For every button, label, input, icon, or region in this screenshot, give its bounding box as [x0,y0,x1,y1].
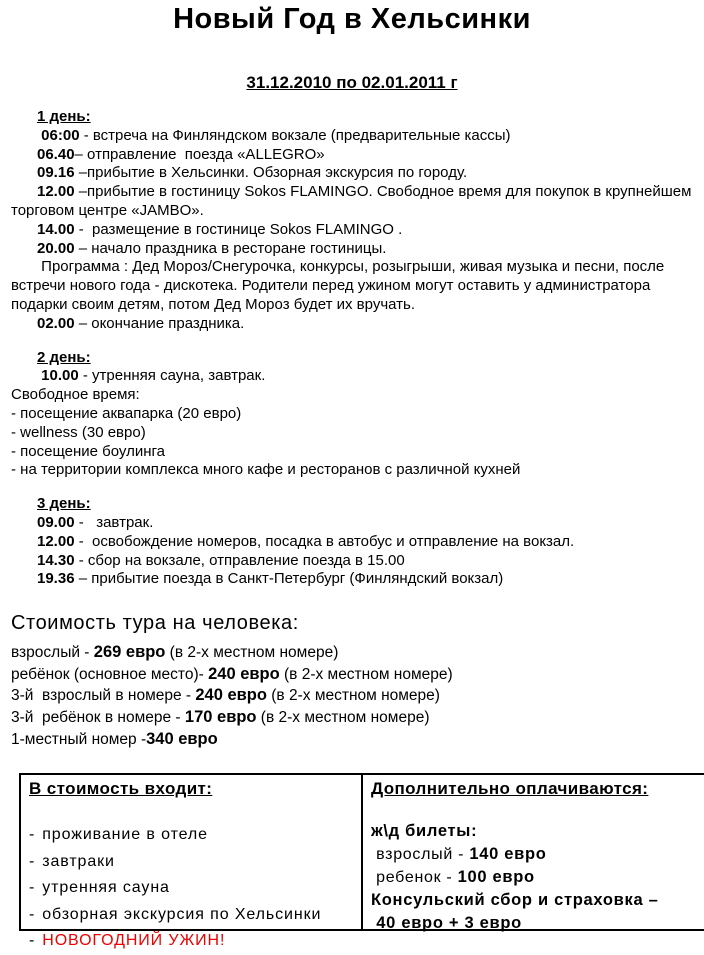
day-1-section [11,108,698,334]
itinerary-line [11,315,698,334]
included-item [29,822,353,849]
itinerary-line [11,570,698,589]
included-item-text: завтраки [42,852,115,870]
pricing-list [11,642,698,751]
included-item [29,902,353,929]
date-range: 31.12.2010 по 02.01.2011 г [246,73,458,92]
time-label: 09.16 [37,164,75,182]
line-text: - освобождение номеров, посадка в автобус и отправление на вокзал. [74,532,575,550]
line-text: – прибытие поезда в Санкт-Петербург (Финляндский вокзал) [74,570,504,588]
bullet-dash: - [29,905,36,923]
pricing-label: 1-местный номер - [11,730,147,748]
time-label: 12.00 [37,532,75,550]
pricing-row [11,707,698,729]
day-1-heading [11,108,698,127]
pricing-row [11,642,698,664]
time-label: 06:00 [37,126,80,144]
included-cell [21,775,363,950]
itinerary-line [11,552,698,571]
line-text: - завтрак. [74,513,154,531]
itinerary-line [11,146,698,165]
included-list [29,822,353,955]
included-item-new-year-dinner [29,928,353,955]
extra-fee-label: ребенок - [371,869,458,887]
itinerary-line [11,514,698,533]
price-value: 240 евро [195,686,267,705]
line-text: –прибытие в Хельсинки. Обзорная экскурсия по городу. [74,164,468,182]
itinerary-line [11,127,698,146]
pricing-heading: Стоимость тура на человека: [11,612,299,635]
price-value: 269 евро [93,642,166,661]
line-text: – начало праздника в ресторане гостиницы. [74,239,387,257]
itinerary-line [11,367,698,386]
extra-fee-label: взрослый - [371,845,470,863]
day-3-section [11,495,698,589]
free-time-option: - wellness (30 евро) [11,423,146,441]
line-text: - утренняя сауна, завтрак. [78,367,266,385]
time-label: 10.00 [37,367,79,385]
itinerary-line [11,164,698,183]
day-2-heading [11,349,698,368]
bullet-dash: - [29,932,36,950]
day-2-section [11,349,698,481]
line-text: – окончание праздника. [74,314,245,332]
free-time-option: - на территории комплекса много кафе и ресторанов с различной кухней [11,461,521,479]
time-label: 12.00 [37,183,75,201]
program-paragraph: Программа : Дед Мороз/Снегурочка, конкурсы, розыгрыши, живая музыка и песни, после встречи нового года - дискотека. Родители перед ужином могут оставить у администратора подарки своим детям, потом Дед Мороз будет их вручать. [11,258,669,313]
time-label: 14.00 [37,220,75,238]
time-label: 09.00 [37,513,75,531]
line-text: - размещение в гостинице Sokos FLAMINGO . [74,220,403,238]
pricing-note: (в 2-х местном номере) [279,665,453,683]
extra-fees-heading: Дополнительно оплачиваются: [371,779,649,799]
included-heading: В стоимость входит: [29,779,213,799]
itinerary-line [11,221,698,240]
day-3-heading [11,495,698,514]
consular-fee-line: Консульский сбор и страховка – [371,891,659,910]
included-item [29,875,353,902]
extra-fee-row [371,866,698,889]
pricing-note: (в 2-х местном номере) [165,643,339,661]
price-value: 240 евро [208,664,280,683]
bullet-dash: - [29,852,36,870]
extra-fees-cell [363,775,704,932]
pricing-row [11,729,698,751]
free-time-option: - посещение аквапарка (20 евро) [11,404,242,422]
pricing-label: 3-й ребёнок в номере - [11,709,185,727]
pricing-row [11,685,698,707]
pricing-note: (в 2-х местном номере) [256,709,430,727]
pricing-label: 3-й взрослый в номере - [11,687,196,705]
bullet-dash: - [29,879,36,897]
itinerary-line [11,183,698,221]
price-value: 340 евро [146,729,218,748]
itinerary-line [11,240,698,259]
pricing-note: (в 2-х местном номере) [266,687,440,705]
time-label: 19.36 [37,570,75,588]
included-item-text: НОВОГОДНИЙ УЖИН! [42,932,226,950]
included-item-text: обзорная экскурсия по Хельсинки [42,905,322,923]
free-time-option: - посещение боулинга [11,442,165,460]
costs-table [19,773,704,950]
consular-fee-amount: 40 евро + 3 евро [371,913,522,932]
time-label: 14.30 [37,551,75,569]
time-label: 02.00 [37,314,75,332]
day-2-heading-label: 2 день: [37,348,91,366]
extra-fees-list [371,820,698,934]
time-label: 06.40 [37,145,75,163]
itinerary-line [11,533,698,552]
bullet-dash: - [29,826,36,844]
day-3-heading-label: 3 день: [37,495,91,513]
page-title: Новый Год в Хельсинки [173,3,531,35]
extra-fee-price: 100 евро [457,868,535,887]
itinerary [0,108,704,950]
included-item-text: проживание в отеле [42,826,208,844]
line-text: – отправление поезда «ALLEGRO» [74,145,325,163]
included-item [29,849,353,876]
document-page [0,3,704,950]
price-value: 170 евро [184,708,257,727]
day-1-heading-label: 1 день: [37,108,91,125]
rail-tickets-label: ж\д билеты: [371,822,478,841]
free-time-label: Свободное время: [11,386,140,404]
pricing-row [11,664,698,686]
extra-fee-price: 140 евро [469,844,547,863]
time-label: 20.00 [37,239,75,257]
extra-fee-row [371,843,698,866]
line-text: - сбор на вокзале, отправление поезда в 15.00 [74,551,405,569]
pricing-label: ребёнок (основное место)- [11,665,209,683]
included-item-text: утренняя сауна [42,879,170,897]
pricing-label: взрослый - [11,643,94,661]
line-text: –прибытие в гостиницу Sokos FLAMINGO. Свободное время для покупок в крупнейшем торговом центре «JAMBO». [11,183,696,219]
line-text: - встреча на Финляндском вокзале (предварительные кассы) [79,126,511,144]
